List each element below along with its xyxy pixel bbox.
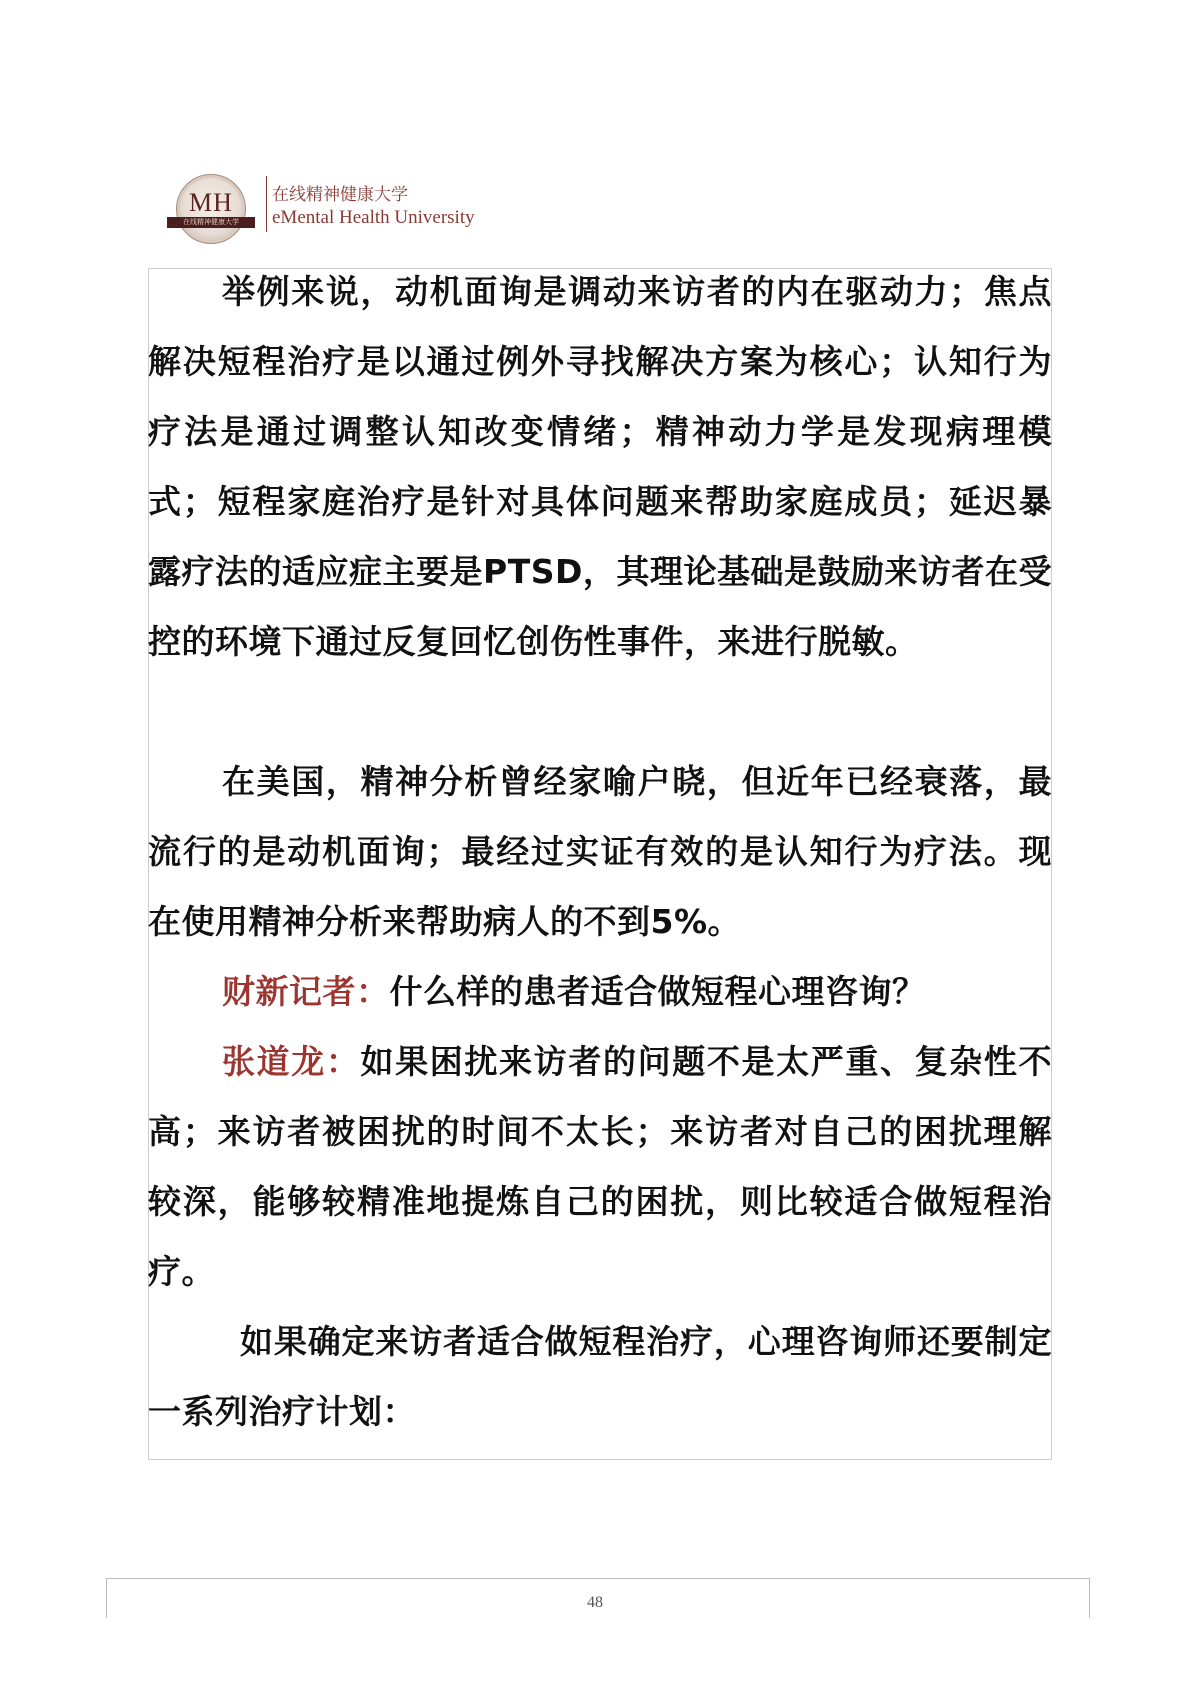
answer-text: 如果困扰来访者的问题不是太严重、复杂性不高；来访者被困扰的时间不太长；来访者对自己的困扰理解较深，能够较精准地提炼自己的困扰，则比较适合做短程治疗。: [148, 1042, 1053, 1291]
university-logo: [176, 174, 246, 244]
speaker-reporter: 财新记者：: [222, 972, 390, 1011]
paragraph-1-text: 举例来说，动机面询是调动来访者的内在驱动力；焦点解决短程治疗是以通过例外寻找解决方案为核心；认知行为疗法是通过调整认知改变情绪；精神动力学是发现病理模式；短程家庭治疗是针对具体问题来帮助家庭成员；延迟暴露疗法的适应症主要是PTSD，其理论基础是鼓励来访者在受控的环境下通过反复回忆创伤性事件，来进行脱敏。: [148, 272, 1052, 661]
header-title-cn: 在线精神健康大学: [272, 185, 408, 205]
paragraph-2-text: 在美国，精神分析曾经家喻户晓，但近年已经衰落，最流行的是动机面询；最经过实证有效的是认知行为疗法。现在使用精神分析来帮助病人的不到5%。: [148, 762, 1052, 941]
page-number: 48: [587, 1594, 603, 1611]
question-paragraph: [148, 957, 1052, 1027]
paragraph-1: [148, 257, 1052, 677]
answer-paragraph: [148, 1027, 1052, 1307]
logo-monogram: MH: [189, 188, 233, 217]
paragraph-5-text: 如果确定来访者适合做短程治疗，心理咨询师还要制定一系列治疗计划：: [148, 1322, 1052, 1431]
footer-rule: [106, 1578, 1090, 1579]
speaker-zhang: 张道龙：: [222, 1042, 361, 1081]
header: [170, 170, 500, 246]
header-title-en: eMental Health University: [272, 207, 475, 228]
question-text: 什么样的患者适合做短程心理咨询？: [389, 972, 926, 1011]
paragraph-5: [148, 1307, 1052, 1447]
header-divider: [266, 176, 267, 232]
paragraph-2: [148, 747, 1052, 957]
logo-ribbon: 在线精神健康大学: [167, 217, 255, 228]
